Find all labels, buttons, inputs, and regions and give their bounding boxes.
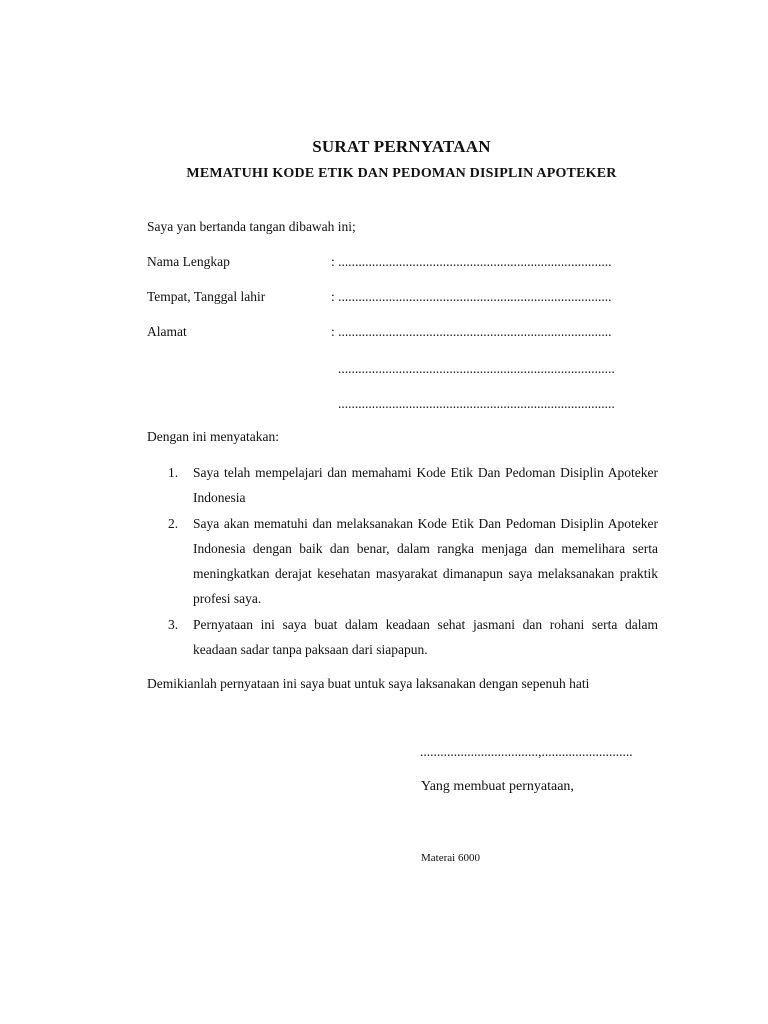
field-label-alamat: Alamat <box>147 324 187 339</box>
list-item-number: 3. <box>168 616 179 632</box>
list-item-number: 1. <box>168 465 179 480</box>
list-item-text: Saya telah mempelajari dan memahami Kode Etik Dan Pedoman Disiplin Apoteker Indonesia <box>193 465 658 506</box>
intro-text: Saya yan bertanda tangan dibawah ini; <box>147 219 356 234</box>
signature-label: Yang membuat pernyataan, <box>421 779 574 794</box>
closing-text: Demikianlah pernyataan ini saya buat untuk saya laksanakan dengan sepenuh hati <box>147 676 590 691</box>
statement-list <box>147 460 658 662</box>
list-item <box>147 612 658 663</box>
list-item <box>147 460 658 511</box>
field-value-nama: : ................................................................................. <box>331 254 612 269</box>
field-value-ttl: : ................................................................................. <box>331 289 612 304</box>
field-value-alamat: : ................................................................................. <box>331 324 612 339</box>
address-line-2: .................................................................................. <box>338 361 615 376</box>
document-subtitle: MEMATUHI KODE ETIK DAN PEDOMAN DISIPLIN APOTEKER <box>186 166 617 181</box>
document-title: SURAT PERNYATAAN <box>312 137 491 156</box>
list-item <box>147 511 658 612</box>
list-item-number: 2. <box>168 515 179 531</box>
statement-intro: Dengan ini menyatakan: <box>147 429 279 444</box>
field-label-nama: Nama Lengkap <box>147 254 230 269</box>
address-line-3: .................................................................................. <box>338 396 615 411</box>
list-item-text: Pernyataan ini saya buat dalam keadaan sehat jasmani dan rohani serta dalam keadaan sadar tanpa paksaan dari siapapun. <box>193 616 658 658</box>
materai-label: Materai 6000 <box>421 852 480 864</box>
field-label-ttl: Tempat, Tanggal lahir <box>147 289 266 304</box>
place-date-line: ...................................,........................... <box>420 744 633 759</box>
list-item-text: Saya akan mematuhi dan melaksanakan Kode Etik Dan Pedoman Disiplin Apoteker Indonesia dengan baik dan benar, dalam rangka menjaga dan memelihara serta meningkatkan derajat kesehatan masyarakat dimanapun saya melaksanakan praktik profesi saya. <box>193 515 658 607</box>
